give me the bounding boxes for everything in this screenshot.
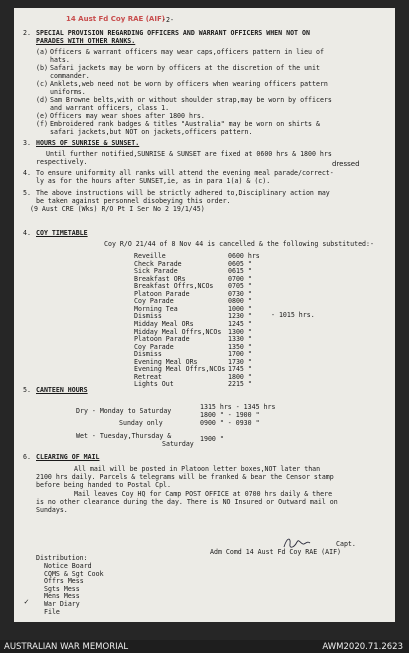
canteen-sunday-label: Sunday only [119,419,163,427]
archive-footer [0,640,409,653]
item-text: and warrant officers, class 1. [50,104,170,112]
distribution-item: Notice Board [44,562,92,570]
section-4-text: ly as for the hours after SUNSET,ie, as in para 1(a) & (c). [36,177,271,185]
distribution-item: War Diary [44,600,80,608]
timetable-event: Coy Parade [134,342,174,351]
canteen-dry-time: 1800 " - 1900 " [200,411,260,419]
timetable-time: 2215 " [228,380,252,389]
accession-number: AWM2020.71.2623 [322,642,403,652]
timetable-time: 1330 " [228,335,252,344]
timetable-event: Midday Meal ORs [134,319,194,328]
timetable-time: 0730 " [228,289,252,298]
distribution-heading: Distribution: [36,554,88,562]
item-label: (f) [36,120,48,128]
item-text: safari jackets,but NOT on jackets,officers pattern. [50,128,253,136]
morning-tea-end-value: 1015 hrs. [278,311,315,319]
section-3-text: Until further notified,SUNRISE & SUNSET are fixed at 0600 hrs & 1800 hrs [46,150,332,158]
timetable-event: Midday Meal Offrs,NCOs [134,327,222,336]
section-3-text: respectively. [36,158,88,166]
section-5-text: be taken against personnel disobeying this order. [36,197,231,205]
signatory-rank: Capt. [336,540,356,548]
timetable-time: 1745 " [228,365,252,374]
timetable-event: Morning Tea [134,304,178,313]
timetable-time: 1350 " [228,342,252,351]
item-label: (d) [36,96,48,104]
timetable-time: 1730 " [228,357,252,366]
item-label: (e) [36,112,48,120]
item-label: (b) [36,64,48,72]
timetable-event: Evening Meal Offrs,NCOs [134,365,226,374]
timetable-time: 0600 hrs [228,252,260,260]
section-3-heading: HOURS OF SUNRISE & SUNSET. [36,139,140,147]
canteen-sunday-time: 0900 " - 0930 " [200,419,260,427]
timetable-event: Dismiss [134,350,162,359]
item-text: Sam Browne belts,with or without shoulder strap,may be worn by officers [50,96,332,104]
timetable-time: 0800 " [228,297,252,306]
canteen-wet-label: Wet - Tuesday,Thursday & [76,432,172,440]
item-text: Officers may wear shoes after 1800 hrs. [50,112,205,120]
item-text: hats. [50,56,70,64]
timetable-event: Breakfast Offrs,NCOs [134,282,214,291]
distribution-item: File [44,607,60,616]
section-3-number: 3. [23,139,31,147]
timetable-event: Sick Parade [134,267,178,276]
item-text: Anklets,web need not be worn by officers when wearing officers pattern [50,80,328,88]
document-page [14,8,395,622]
mail-text: 2100 hrs daily. Parcels & telegrams will be franked & bear the Censor stamp [36,473,334,481]
timetable-time: 1230 " [228,312,252,321]
checkmark-icon: ✓ [24,597,29,606]
timetable-event: Coy Parade [134,297,174,306]
distribution-item: Mens Mess [44,592,80,601]
timetable-time: 0705 " [228,282,252,291]
unit-heading-annotation: 14 Aust Fd Coy RAE (AIF) [66,15,165,23]
item-text: uniforms. [50,88,86,96]
timetable-time: 1700 " [228,350,252,359]
handwritten-insert: dressed [332,160,360,168]
timetable-event: Breakfast ORs [134,274,186,283]
canteen-wet-label: Saturday [162,440,194,448]
distribution-item: CQMS & Sgt Cook [44,569,104,578]
timetable-event: Lights Out [134,380,174,389]
timetable-time: 0615 " [228,267,252,276]
canteen-heading: CANTEEN HOURS [36,386,88,394]
section-2-number: 2. [23,29,31,37]
timetable-time: 1800 " [228,372,252,381]
item-text: Safari jackets may be worn by officers at the discretion of the unit [50,64,320,72]
item-text: commander. [50,72,90,80]
archive-name: AUSTRALIAN WAR MEMORIAL [4,642,129,652]
timetable-number: 4. [23,229,31,237]
section-2-heading: PARADES WITH OTHER RANKS. [36,37,136,45]
page-number: -2- [162,16,174,24]
mail-text: All mail will be posted in Platoon letter boxes,NOT later than [74,465,321,473]
timetable-event: Check Parade [134,259,182,268]
mail-text: Mail leaves Coy HQ for Camp POST OFFICE at 0700 hrs daily & there [74,490,333,498]
item-label: (a) [36,48,48,56]
distribution-item: Offrs Mess [44,577,84,586]
section-4-number: 4. [23,169,31,177]
section-2-heading: SPECIAL PROVISION REGARDING OFFICERS AND WARRANT OFFICERS WHEN NOT ON [36,29,310,37]
timetable-heading: COY TIMETABLE [36,229,88,237]
order-reference: (9 Aust CRE (Wks) R/O Pt I Ser No 2 19/1/45) [30,205,205,213]
signatory-title: Adm Comd 14 Aust Fd Coy RAE (AIF) [210,548,342,556]
item-text: Embroidered rank badges & titles "Australia" may be worn on shirts & [50,120,320,128]
timetable-event: Dismiss [134,312,162,321]
morning-tea-end-time: - 1015 hrs. [271,311,315,319]
timetable-time: 1245 " [228,319,252,328]
mail-number: 6. [23,453,31,461]
item-text: Officers & warrant officers may wear caps,officers pattern in lieu of [50,48,324,56]
canteen-wet-time: 1900 " [200,435,224,443]
timetable-event: Evening Meal ORs [134,357,198,366]
canteen-dry-label: Dry - Monday to Saturday [76,407,172,415]
item-label: (c) [36,80,48,88]
canteen-number: 5. [23,386,31,394]
distribution-item: Sgts Mess [44,584,80,593]
canteen-dry-time: 1315 hrs - 1345 hrs [200,403,276,411]
timetable-time: 1000 " [228,304,252,313]
timetable-event: Platoon Parade [134,335,190,344]
mail-text: Sundays. [36,506,68,514]
section-4-text: To ensure uniformity all ranks will attend the evening meal parade/correct- [36,169,334,177]
timetable-time: 0605 " [228,259,252,268]
section-5-number: 5. [23,189,31,197]
mail-text: is no other clearance during the day. There is NO Insured or Outward mail on [36,498,338,506]
section-5-text: The above instructions will be strictly adhered to,Disciplinary action may [36,189,330,197]
mail-heading: CLEARING OF MAIL [36,453,100,461]
mail-text: before being handed to Postal Cpl. [36,481,171,489]
timetable-event: Reveille [134,252,166,260]
timetable-event: Platoon Parade [134,289,190,298]
timetable-event: Retreat [134,372,162,381]
timetable-intro: Coy R/O 21/44 of 8 Nov 44 is cancelled & the following substituted:- [104,240,374,248]
timetable-time: 0700 " [228,274,252,283]
timetable-time: 1300 " [228,327,252,336]
